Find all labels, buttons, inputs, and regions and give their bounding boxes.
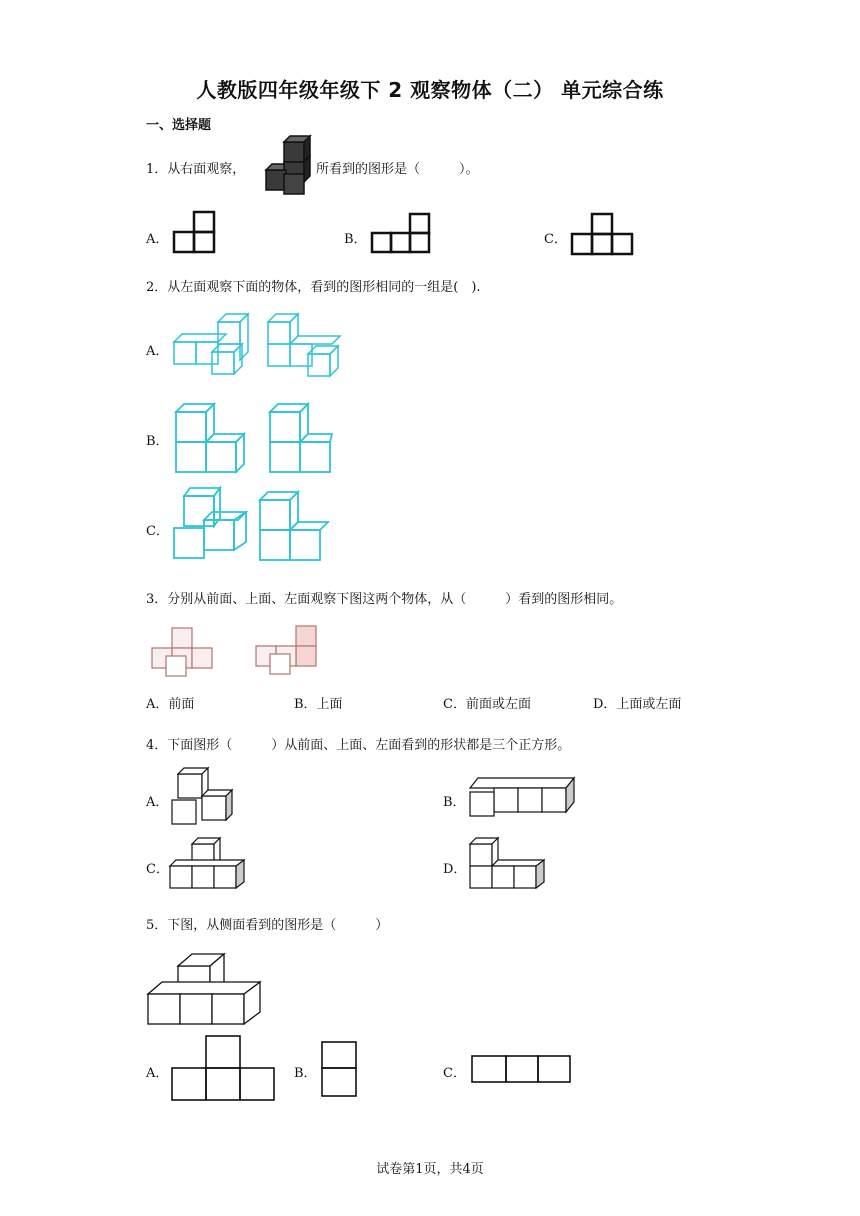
q4-option-b-label[interactable]: B． bbox=[443, 795, 466, 810]
q3-option-b[interactable]: B．上面 bbox=[294, 697, 343, 712]
section-heading: 一、选择题 bbox=[146, 118, 212, 133]
q2-option-a-label[interactable]: A． bbox=[146, 344, 169, 359]
q4-option-b-figure[interactable] bbox=[466, 774, 578, 820]
q1-dark-cube-figure bbox=[262, 134, 312, 196]
q2-option-a-figure[interactable] bbox=[172, 312, 352, 382]
q1-option-c-label[interactable]: C． bbox=[544, 232, 567, 247]
question-1-prefix: 1．从右面观察， bbox=[146, 162, 246, 177]
q2-option-b-figure[interactable] bbox=[172, 398, 342, 478]
page-title: 人教版四年级年级下 2 观察物体（二） 单元综合练 bbox=[196, 78, 664, 102]
q4-option-d-figure[interactable] bbox=[468, 834, 552, 894]
q1-option-a-label[interactable]: A． bbox=[146, 232, 169, 247]
q4-option-c-label[interactable]: C． bbox=[146, 862, 169, 877]
question-1-suffix: 所看到的图形是（ ）。 bbox=[316, 162, 479, 177]
q4-option-a-label[interactable]: A． bbox=[146, 795, 169, 810]
q1-option-b-label[interactable]: B． bbox=[344, 232, 367, 247]
q5-option-b-label[interactable]: B． bbox=[294, 1066, 317, 1081]
q4-option-d-label[interactable]: D． bbox=[443, 862, 467, 877]
q5-option-b-figure[interactable] bbox=[320, 1040, 360, 1098]
q2-option-c-figure[interactable] bbox=[172, 484, 332, 564]
q2-option-b-label[interactable]: B． bbox=[146, 434, 169, 449]
q4-option-a-figure[interactable] bbox=[170, 764, 236, 828]
q3-option-c[interactable]: C．前面或左面 bbox=[443, 697, 531, 712]
q4-option-c-figure[interactable] bbox=[168, 834, 252, 894]
q3-option-a[interactable]: A．前面 bbox=[146, 697, 195, 712]
question-5-text: 5．下图，从侧面看到的图形是（ ） bbox=[146, 918, 389, 933]
q1-option-c-figure[interactable] bbox=[570, 212, 636, 256]
q3-option-d[interactable]: D．上面或左面 bbox=[593, 697, 682, 712]
q5-main-figure bbox=[146, 952, 264, 1028]
q5-option-a-figure[interactable] bbox=[170, 1034, 278, 1102]
question-3-text: 3．分别从前面、上面、左面观察下图这两个物体，从（ ）看到的图形相同。 bbox=[146, 592, 623, 607]
q2-option-c-label[interactable]: C． bbox=[146, 524, 169, 539]
q5-option-c-label[interactable]: C． bbox=[443, 1066, 466, 1081]
question-4-text: 4．下面图形（ ）从前面、上面、左面看到的形状都是三个正方形。 bbox=[146, 738, 571, 753]
page-footer: 试卷第1页，共4页 bbox=[376, 1162, 484, 1177]
question-2-text: 2．从左面观察下面的物体，看到的图形相同的一组是( ). bbox=[146, 280, 481, 295]
q1-option-b-figure[interactable] bbox=[370, 212, 434, 254]
q5-option-a-label[interactable]: A． bbox=[146, 1066, 169, 1081]
q3-pink-cube-figure bbox=[150, 622, 330, 678]
q5-option-c-figure[interactable] bbox=[470, 1054, 574, 1084]
q1-option-a-figure[interactable] bbox=[172, 210, 220, 256]
